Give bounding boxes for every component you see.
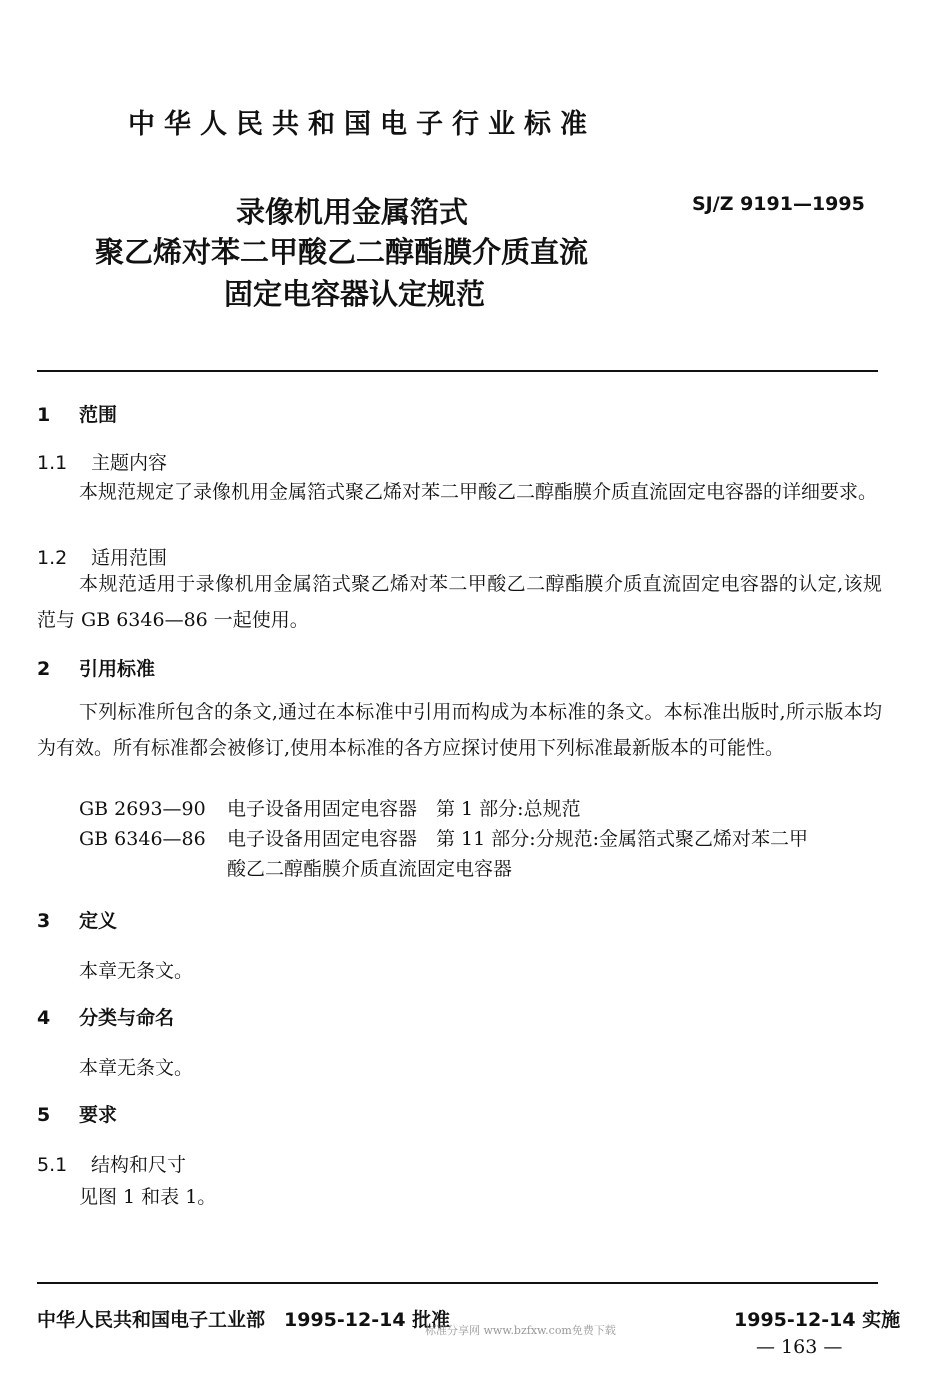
- section-5-heading: [37, 1100, 117, 1127]
- section-title: 结构和尺寸: [91, 1154, 187, 1176]
- reference-desc: 电子设备用固定电容器 第 11 部分:分规范:金属箔式聚乙烯对苯二甲: [227, 828, 809, 850]
- section-1-heading: [37, 400, 117, 427]
- section-title: 引用标准: [79, 658, 156, 680]
- watermark-text: 标准分享网 www.bzfxw.com免费下载: [425, 1324, 616, 1337]
- section-number: 1.1: [37, 452, 68, 474]
- reference-item: [79, 824, 808, 851]
- reference-desc-continuation: 酸乙二醇酯膜介质直流固定电容器: [227, 858, 513, 880]
- section-3-text: 本章无条文。: [79, 960, 194, 982]
- section-number: 3: [37, 910, 51, 932]
- section-4-text: 本章无条文。: [79, 1057, 194, 1079]
- section-2-text: 下列标准所包含的条文,通过在本标准中引用而构成为本标准的条文。本标准出版时,所示版本均为有效。所有标准都会被修订,使用本标准的各方应探讨使用下列标准最新版本的可能性。: [37, 701, 882, 759]
- section-title: 适用范围: [91, 547, 168, 569]
- section-title: 定义: [79, 910, 118, 932]
- title-line-3: 固定电容器认定规范: [224, 277, 486, 311]
- section-5-1-text: 见图 1 和表 1。: [79, 1186, 217, 1208]
- section-title: 主题内容: [91, 452, 168, 474]
- title-line-1: 录像机用金属箔式: [236, 195, 469, 229]
- section-1-1-text: 本规范规定了录像机用金属箔式聚乙烯对苯二甲酸乙二醇酯膜介质直流固定电容器的详细要求。: [79, 481, 878, 503]
- section-5-1-heading: [37, 1150, 186, 1177]
- section-title: 要求: [79, 1104, 118, 1126]
- section-2-heading: [37, 654, 155, 681]
- implementation-date: 1995-12-14 实施: [734, 1309, 901, 1331]
- bottom-divider: [37, 1282, 878, 1284]
- section-1-1-heading: [37, 448, 167, 475]
- section-title: 分类与命名: [79, 1007, 175, 1029]
- section-number: 2: [37, 658, 51, 680]
- section-title: 范围: [79, 404, 118, 426]
- reference-item: [79, 794, 581, 821]
- standard-number: SJ/Z 9191—1995: [692, 193, 865, 215]
- section-1-2-text: 本规范适用于录像机用金属箔式聚乙烯对苯二甲酸乙二醇酯膜介质直流固定电容器的认定,该规范与 GB 6346—86 一起使用。: [37, 573, 882, 631]
- section-number: 5.1: [37, 1154, 68, 1176]
- org-header: 中华人民共和国电子行业标准: [128, 109, 596, 140]
- section-number: 1.2: [37, 547, 68, 569]
- reference-code: GB 2693—90: [79, 798, 206, 820]
- section-number: 4: [37, 1007, 51, 1029]
- top-divider: [37, 370, 878, 372]
- section-number: 1: [37, 404, 51, 426]
- approval-line: 中华人民共和国电子工业部 1995-12-14 批准: [37, 1309, 451, 1331]
- section-3-heading: [37, 906, 117, 933]
- reference-desc: 电子设备用固定电容器 第 1 部分:总规范: [227, 798, 581, 820]
- section-number: 5: [37, 1104, 51, 1126]
- reference-code: GB 6346—86: [79, 828, 206, 850]
- page-number: — 163 —: [756, 1336, 843, 1358]
- title-line-2: 聚乙烯对苯二甲酸乙二醇酯膜介质直流: [95, 235, 589, 269]
- section-4-heading: [37, 1003, 174, 1030]
